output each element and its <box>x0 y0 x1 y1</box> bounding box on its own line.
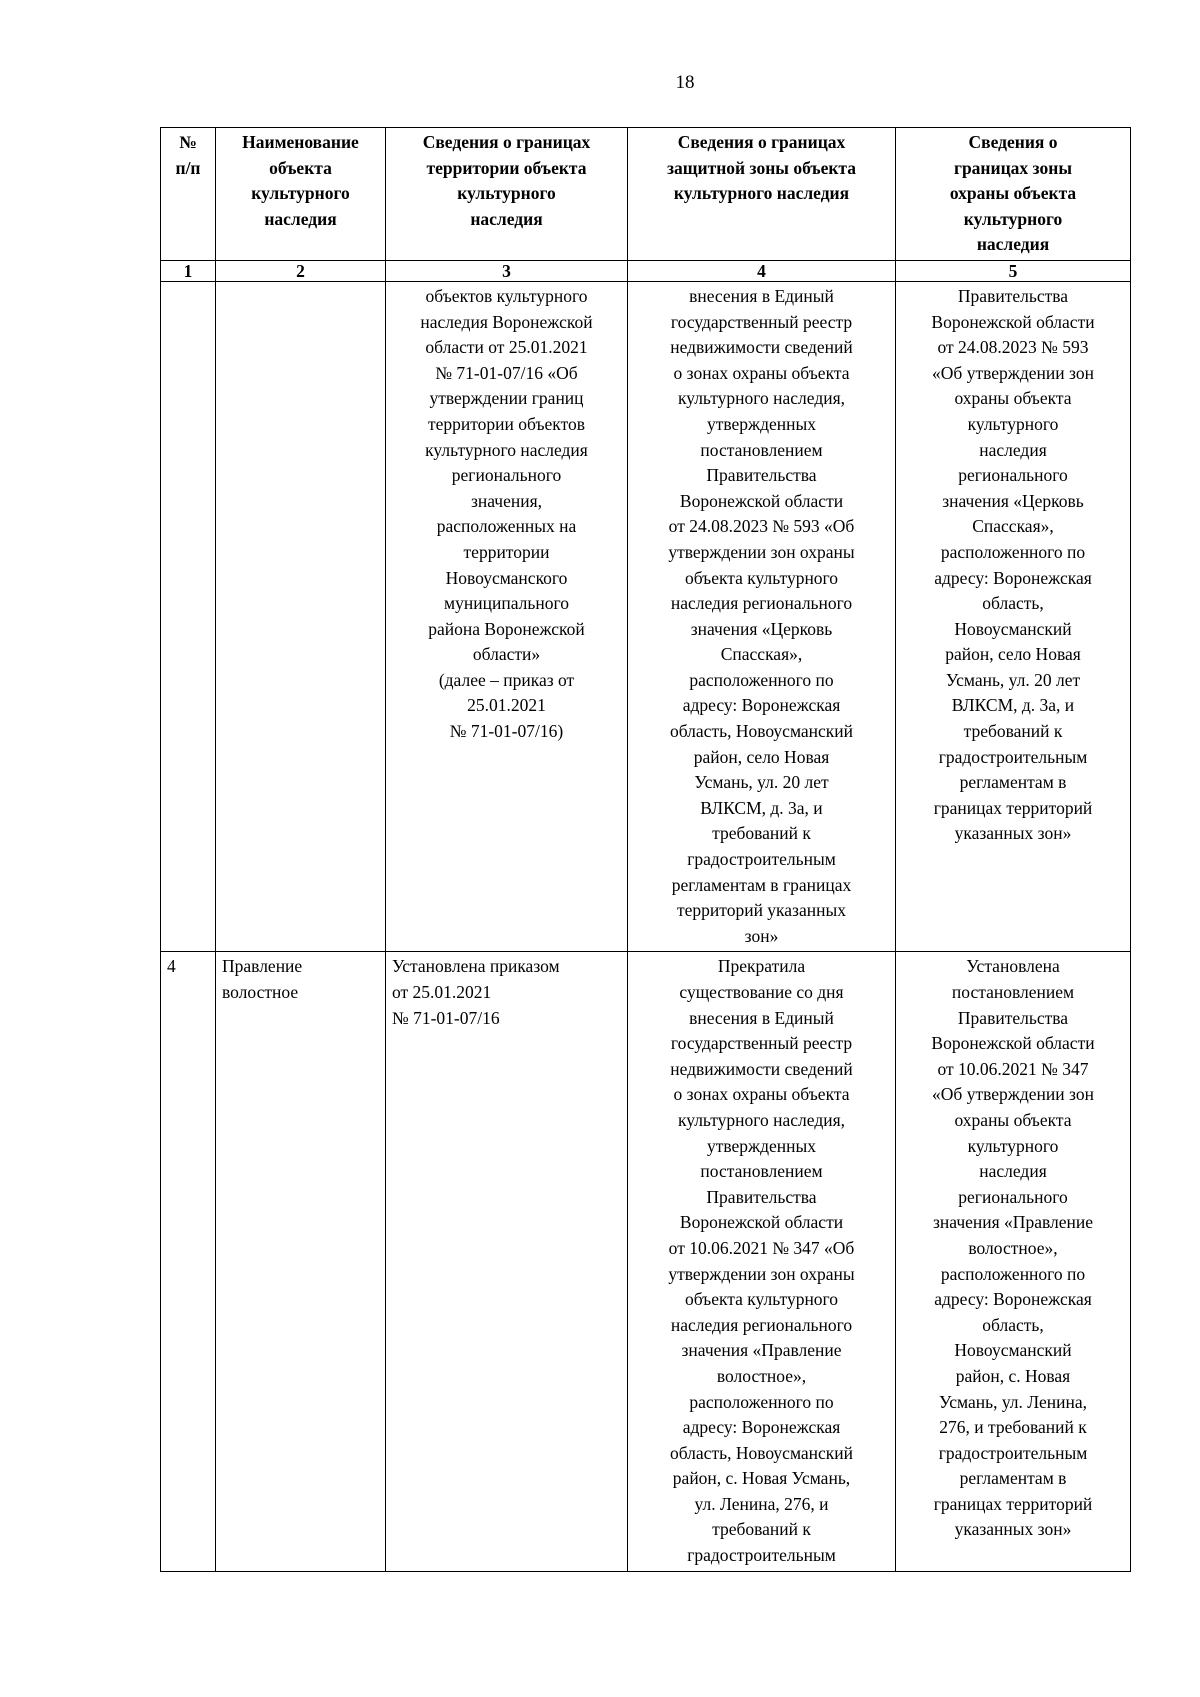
cell-line: район, село Новая <box>945 644 1081 665</box>
cell-line: (далее – приказ от <box>438 669 575 690</box>
table-header-row <box>161 128 1131 261</box>
header-line: наследия <box>470 208 543 229</box>
cell-line: Правительства <box>706 1186 817 1207</box>
table-row <box>161 952 1131 1571</box>
cell-line: области от 25.01.2021 <box>425 337 588 358</box>
cell-line: утверждении зон охраны <box>668 541 855 562</box>
cell-line: значения «Церковь <box>690 618 833 639</box>
cell-line: указанных зон» <box>954 823 1072 844</box>
cell-line: ВЛКСМ, д. 3а, и <box>700 797 823 818</box>
cell-line: требований к <box>712 823 811 844</box>
cell-line: Спасская», <box>972 516 1054 537</box>
header-line: наследия <box>264 208 337 229</box>
cell-line: о зонах охраны объекта <box>673 1084 850 1105</box>
cell-line: область, <box>982 593 1044 614</box>
cell-line: от 24.08.2023 № 593 «Об <box>668 516 855 537</box>
column-number-row <box>161 260 1131 281</box>
row-number-cell: 4 <box>161 952 216 1571</box>
header-line: культурного <box>251 183 350 204</box>
cell-line: регламентам в границах <box>671 874 852 895</box>
header-line: № <box>179 132 197 152</box>
header-line: Сведения о границах <box>422 132 591 152</box>
cell-line: регионального <box>958 465 1068 486</box>
cell-line: регионального <box>958 1186 1068 1207</box>
cell-line: границах территорий <box>933 797 1093 818</box>
column-number: 2 <box>216 260 386 281</box>
cell-line: о зонах охраны объекта <box>673 362 850 383</box>
cell-line: градостроительным <box>938 1442 1088 1463</box>
cell-line: зон» <box>744 925 779 946</box>
cell-line: утверждении зон охраны <box>668 1263 855 1284</box>
cell-line: Новоусманского <box>445 567 568 588</box>
cell-line: Усмань, ул. Ленина, <box>938 1391 1088 1412</box>
cell-line: государственный реестр <box>670 311 853 332</box>
cell-line: территории <box>463 541 550 562</box>
cell-line: Установлена приказом <box>392 956 560 977</box>
cell-line: значения, <box>470 490 543 511</box>
cell-line: адресу: Воронежская <box>934 567 1092 588</box>
security-zone-cell <box>896 281 1131 951</box>
table-row <box>161 281 1131 951</box>
header-line: границах зоны <box>954 157 1072 178</box>
cell-line: адресу: Воронежская <box>682 695 841 716</box>
cell-line: Новоусманский <box>954 618 1072 639</box>
header-line: культурного <box>963 208 1063 229</box>
cell-line: район, с. Новая Усмань, <box>672 1468 851 1489</box>
cell-line: объекта культурного <box>684 1289 839 1310</box>
cell-line: от 10.06.2021 № 347 <box>937 1058 1089 1079</box>
cell-line: области» <box>472 644 541 665</box>
object-name-cell <box>216 281 386 951</box>
cell-line: регламентам в <box>959 772 1067 793</box>
cell-line: ВЛКСМ, д. 3а, и <box>951 695 1075 716</box>
protective-zone-cell <box>628 952 896 1571</box>
cell-line: «Об утверждении зон <box>932 362 1094 383</box>
cell-line: района Воронежской <box>428 618 585 639</box>
cell-line: объекта культурного <box>684 567 839 588</box>
header-line: культурного <box>457 183 556 204</box>
page-number: 18 <box>675 72 695 93</box>
cell-line: Правление <box>222 956 303 977</box>
cell-line: Установлена <box>966 956 1060 977</box>
cell-line: № 71-01-07/16) <box>449 721 564 742</box>
cell-line: постановлением <box>700 439 823 460</box>
cell-line: регионального <box>451 465 562 486</box>
cell-line: муниципального <box>444 593 569 614</box>
column-number: 5 <box>896 260 1131 281</box>
header-line: защитной зоны объекта <box>666 157 856 178</box>
cell-line: указанных зон» <box>954 1519 1072 1540</box>
cell-line: значения «Церковь <box>942 490 1084 511</box>
cell-line: регламентам в <box>959 1468 1067 1489</box>
cell-line: 276, и требований к <box>939 1417 1087 1438</box>
cell-line: требований к <box>712 1519 811 1540</box>
cell-line: ул. Ленина, 276, и <box>694 1493 829 1514</box>
cell-line: территории объектов <box>427 413 586 434</box>
cell-line: расположенных на <box>436 516 577 537</box>
cell-line: Воронежской области <box>679 1212 844 1233</box>
header-line: Сведения о границах <box>677 132 846 152</box>
cell-line: Правительства <box>957 1007 1069 1028</box>
cell-line: государственный реестр <box>670 1033 853 1054</box>
territory-cell <box>386 952 628 1571</box>
cell-line: волостное», <box>968 1237 1058 1258</box>
cell-line: недвижимости сведений <box>670 1058 853 1079</box>
cell-line: значения «Правление <box>681 1340 842 1361</box>
column-number: 4 <box>628 260 896 281</box>
column-number: 1 <box>161 260 216 281</box>
cell-line: культурного <box>967 1135 1059 1156</box>
header-line: культурного наследия <box>673 183 850 204</box>
cell-line: Воронежской области <box>679 490 844 511</box>
cell-line: Правительства <box>957 285 1069 306</box>
cell-line: расположенного по <box>689 1391 834 1412</box>
protective-zone-cell <box>628 281 896 951</box>
cell-line: постановлением <box>951 982 1075 1002</box>
cell-line: район, с. Новая <box>955 1365 1071 1386</box>
cell-line: значения «Правление <box>932 1212 1093 1233</box>
cell-line: культурного наследия <box>425 439 588 460</box>
header-line: наследия <box>976 234 1050 255</box>
cell-line: № 71-01-07/16 «Об <box>435 362 578 383</box>
header-line: Наименование <box>242 132 359 152</box>
cell-line: охраны объекта <box>954 1109 1072 1130</box>
cell-line: волостное», <box>716 1365 807 1386</box>
cell-line: «Об утверждении зон <box>932 1084 1094 1105</box>
column-number: 3 <box>386 260 628 281</box>
cell-line: границах территорий <box>933 1493 1093 1514</box>
row-number-cell <box>161 281 216 951</box>
cell-line: градостроительным <box>687 1545 836 1566</box>
cell-line: утверждении границ <box>429 388 584 409</box>
cell-line: область, <box>982 1314 1044 1335</box>
cell-line: Усмань, ул. 20 лет <box>945 669 1081 690</box>
header-cell <box>161 128 216 261</box>
header-cell <box>896 128 1131 261</box>
cell-line: наследия <box>979 1161 1047 1182</box>
cell-line: область, Новоусманский <box>669 1442 854 1463</box>
header-line: Сведения о <box>968 132 1058 152</box>
header-cell <box>216 128 386 261</box>
cell-line: утвержденных <box>706 413 817 434</box>
cell-line: расположенного по <box>940 541 1086 562</box>
cell-line: наследия регионального <box>670 593 853 614</box>
object-name-cell <box>216 952 386 1571</box>
cell-line: градостроительным <box>938 746 1088 767</box>
cell-line: культурного наследия, <box>677 388 846 409</box>
cell-line: от 25.01.2021 <box>392 982 492 1002</box>
cell-line: объектов культурного <box>425 285 588 306</box>
cell-line: градостроительным <box>687 849 836 870</box>
cell-line: расположенного по <box>940 1263 1086 1284</box>
cell-line: Воронежской области <box>931 1033 1095 1054</box>
header-line: объекта <box>269 157 332 178</box>
cell-line: область, Новоусманский <box>669 721 854 742</box>
territory-cell <box>386 281 628 951</box>
cell-line: Спасская», <box>720 644 803 665</box>
cell-line: от 24.08.2023 № 593 <box>937 337 1089 358</box>
cell-line: требований к <box>963 721 1063 742</box>
header-line: территории объекта <box>426 157 587 178</box>
cell-line: адресу: Воронежская <box>934 1289 1092 1310</box>
cell-line: район, село Новая <box>693 746 830 767</box>
header-cell <box>386 128 628 261</box>
cell-line: культурного <box>967 413 1059 434</box>
cell-line: от 10.06.2021 № 347 «Об <box>668 1237 855 1258</box>
cell-line: недвижимости сведений <box>670 337 853 358</box>
cell-line: культурного наследия, <box>677 1109 846 1130</box>
cell-line: адресу: Воронежская <box>682 1417 841 1438</box>
cell-line: Воронежской области <box>931 311 1095 332</box>
heritage-table <box>160 127 1131 1572</box>
cell-line: наследия регионального <box>670 1314 853 1335</box>
cell-line: наследия Воронежской <box>420 311 593 332</box>
cell-line: Прекратила <box>717 956 806 977</box>
cell-line: наследия <box>979 439 1047 460</box>
cell-line: Правительства <box>706 465 817 486</box>
cell-line: № 71-01-07/16 <box>392 1007 500 1028</box>
header-line: охраны объекта <box>949 183 1077 204</box>
cell-line: волостное <box>222 982 299 1002</box>
cell-line: постановлением <box>700 1161 823 1182</box>
cell-line: Новоусманский <box>954 1340 1072 1361</box>
cell-line: Усмань, ул. 20 лет <box>694 772 829 793</box>
cell-line: 25.01.2021 <box>467 695 546 716</box>
cell-line: существование со дня <box>679 982 844 1002</box>
cell-line: охраны объекта <box>954 388 1072 409</box>
header-cell <box>628 128 896 261</box>
cell-line: внесения в Единый <box>689 1007 834 1028</box>
cell-line: расположенного по <box>689 669 834 690</box>
header-line: п/п <box>175 157 201 178</box>
cell-line: утвержденных <box>706 1135 817 1156</box>
cell-line: внесения в Единый <box>689 285 834 306</box>
security-zone-cell <box>896 952 1131 1571</box>
cell-line: территорий указанных <box>677 900 846 921</box>
